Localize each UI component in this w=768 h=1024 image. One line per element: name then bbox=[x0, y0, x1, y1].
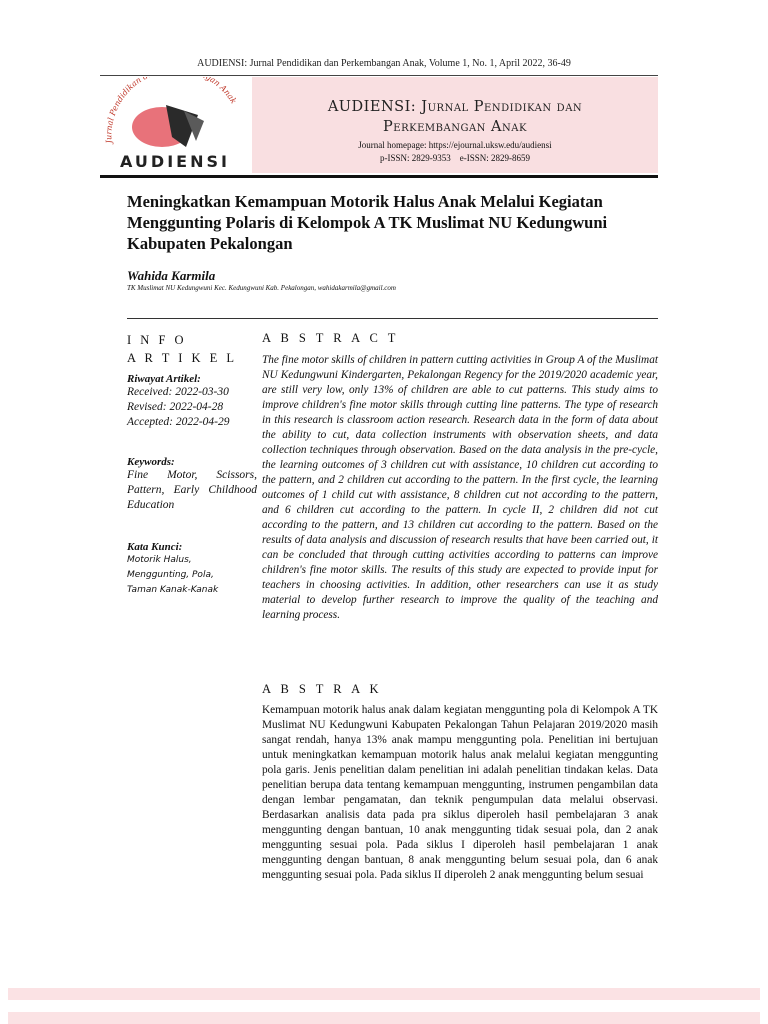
journal-banner bbox=[100, 77, 658, 173]
kata-kunci-item: Motorik Halus, bbox=[127, 555, 192, 565]
journal-name-line1: AUDIENSI: Jurnal Pendidikan dan bbox=[327, 99, 583, 115]
article-title: Meningkatkan Kemampuan Motorik Halus Anak Melalui Kegiatan Menggunting Polaris di Kelompok A TK Muslimat NU Kedungwuni Kabupaten Pekalongan bbox=[127, 192, 608, 253]
kata-kunci-item: Menggunting, Pola, bbox=[127, 570, 214, 580]
footer-band-bottom bbox=[8, 1012, 760, 1024]
journal-info-panel bbox=[252, 77, 658, 173]
received-date: Received: 2022-03-30 bbox=[127, 386, 229, 398]
article-info-column bbox=[127, 331, 257, 598]
kata-kunci-list bbox=[127, 553, 257, 598]
journal-name bbox=[252, 97, 658, 137]
banner-rule bbox=[100, 175, 658, 178]
history-label: Riwayat Artikel: bbox=[127, 373, 201, 385]
accepted-date: Accepted: 2022-04-29 bbox=[127, 416, 230, 428]
kata-kunci-item: Taman Kanak-Kanak bbox=[127, 585, 219, 595]
abstract-text: The fine motor skills of children in pattern cutting activities in Group A of the Muslimat NU Kedungwuni Kindergarten, Pekalongan Regency for the 2019/2020 academic year, are still very low, only 13% of children are able to cut patterns. This study aims to improve children's fine motor skills through cutting line patterns. The type of research in this research is classroom action research. Research data in the form of data about the ability to cut, data collection instruments with observation sheets, and data collection techniques through observation. Based on the data analysis in the pre-cycle, the learning outcomes of 3 children cut with assistance, 10 children cut according to the pattern, and 2 children cut according to the pattern. In the first cycle, the learning outcomes of 1 child cut with assistance, 8 children cut not according to the pattern, and 6 children cut according to the pattern. In cycle II, 2 children did not cut according to the pattern, and 13 children cut according to the pattern. Based on the results of data analysis and discussion of research results that have been carried out, it can be concluded that through cutting activities according to patterns can improve children's fine motor skills. The results of this study are expected to provide input for teachers in choosing activities. In addition, other researchers can use it as study material to develop further research to improve the quality of the teaching and learning process. bbox=[262, 354, 658, 621]
section-rule bbox=[127, 318, 658, 319]
journal-logo bbox=[100, 77, 250, 173]
article-author: Wahida Karmila bbox=[127, 268, 216, 283]
journal-name-line2: Perkembangan Anak bbox=[383, 119, 527, 135]
keywords-label: Keywords: bbox=[127, 456, 175, 468]
kata-kunci-label: Kata Kunci: bbox=[127, 541, 183, 553]
header-rule bbox=[100, 75, 658, 76]
revised-date: Revised: 2022-04-28 bbox=[127, 401, 224, 413]
audiensi-logo-graphic bbox=[100, 77, 250, 173]
abstract-column bbox=[262, 331, 658, 881]
info-heading bbox=[127, 331, 257, 367]
abstract-heading: A B S T R A C T bbox=[262, 331, 399, 345]
author-affiliation: TK Muslimat NU Kedungwuni Kec. Kedungwuni Kab. Pekalongan, wahidakarmila@gmail.com bbox=[127, 284, 396, 292]
running-head: AUDIENSI: Jurnal Pendidikan dan Perkembangan Anak, Volume 1, No. 1, April 2022, 36-49 bbox=[197, 58, 571, 69]
info-heading-line1: I N F O bbox=[127, 333, 187, 347]
footer-band bbox=[8, 988, 760, 1000]
logo-arc-text: Jurnal Pendidikan gan Anak bbox=[104, 77, 239, 144]
abstrak-heading: A B S T R A K bbox=[262, 682, 383, 696]
logo-wordmark: AUDIENSI bbox=[120, 152, 230, 171]
info-heading-line2: A R T I K E L bbox=[127, 351, 238, 365]
journal-issn: p-ISSN: 2829-9353 e-ISSN: 2829-8659 bbox=[380, 153, 530, 163]
journal-meta bbox=[252, 139, 658, 165]
abstrak-text: Kemampuan motorik halus anak dalam kegiatan menggunting pola di Kelompok A TK Muslimat NU Kedungwuni Kabupaten Pekalongan Tahun Pelajaran 2019/2020 masih sangat rendah, hanya 13% anak mampu menggunting pola. Penelitian ini bertujuan untuk meningkatkan kemampuan motorik halus anak melalui kegiatan menggunting pola garis. Jenis penelitian dalam penelitian ini adalah penelitian tindakan kelas. Data penelitian berupa data tentang kemampuan menggunting, instrumen pengambilan data dengan lembar pengamatan, dan teknik pengumpulan data melalui observasi. Berdasarkan analisis data pada pra siklus diperoleh hasil pembelajaran 3 anak menggunting dengan bantuan, 10 anak menggunting tidak sesuai pola, dan 2 anak menggunting sesuai pola. Pada siklus I diperoleh hasil pembelajaran 1 anak menggunting dengan bantuan, 8 anak menggunting belum sesuai pola, dan 6 anak menggunting sesuai pola. Pada siklus II diperoleh 2 anak menggunting belum sesuai bbox=[262, 704, 658, 881]
journal-homepage[interactable]: Journal homepage: https://ejournal.uksw.edu/audiensi bbox=[358, 140, 552, 150]
keywords-list: Fine Motor, Scissors, Pattern, Early Childhood Education bbox=[127, 469, 257, 511]
